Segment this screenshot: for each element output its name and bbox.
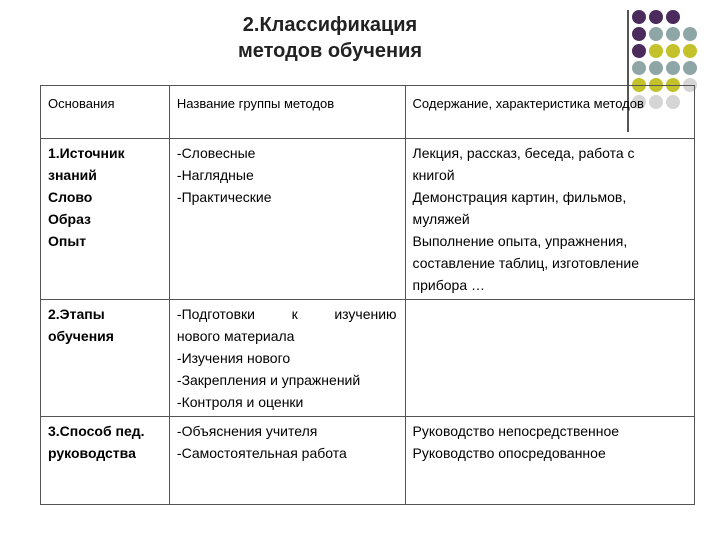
cell-line: -Подготовки к изучению [176, 306, 397, 322]
cell-line: Образ [48, 211, 92, 227]
cell-line: муляжей [412, 211, 470, 227]
cell-line: 2.Этапы [48, 306, 105, 322]
header-basis: Основания [41, 86, 170, 139]
cell-line: Слово [48, 189, 93, 205]
header-method-group: Название группы методов [169, 86, 405, 139]
table-row [41, 139, 695, 300]
cell-line: Лекция, рассказ, беседа, работа с [412, 145, 635, 161]
decorative-dot [649, 61, 663, 75]
cell-line: Демонстрация картин, фильмов, [412, 189, 627, 205]
decorative-dot [683, 27, 697, 41]
row3-groups [169, 417, 405, 505]
header-content: Содержание, характеристика методов [405, 86, 694, 139]
cell-line: Руководство опосредованное [412, 445, 606, 461]
cell-line: 3.Способ пед. [48, 423, 145, 439]
decorative-dot [666, 44, 680, 58]
cell-line: -Закрепления и упражнений [176, 372, 361, 388]
slide-title [150, 12, 510, 64]
cell-line: знаний [48, 167, 97, 183]
decorative-dot [649, 27, 663, 41]
row2-groups [169, 300, 405, 417]
decorative-dot [632, 10, 646, 24]
decorative-dot [649, 10, 663, 24]
cell-line: -Изучения нового [176, 350, 291, 366]
row1-basis [41, 139, 170, 300]
cell-line: Опыт [48, 233, 87, 249]
decorative-dot [632, 27, 646, 41]
decorative-dot [683, 44, 697, 58]
title-line-2: методов обучения [237, 40, 423, 62]
cell-line: нового материала [176, 328, 295, 344]
table-row [41, 417, 695, 505]
decorative-dot [632, 61, 646, 75]
decorative-dot [666, 27, 680, 41]
row1-groups [169, 139, 405, 300]
cell-line: руководства [48, 445, 136, 461]
cell-line: Руководство непосредственное [412, 423, 620, 439]
row1-content [405, 139, 694, 300]
row2-basis [41, 300, 170, 417]
table-header-row [41, 86, 695, 139]
cell-line: -Объяснения учителя [176, 423, 318, 439]
cell-line: -Словесные [176, 145, 256, 161]
cell-line: составление таблиц, изготовление [412, 255, 640, 271]
decorative-dot [666, 61, 680, 75]
cell-line: Выполнение опыта, упражнения, [412, 233, 628, 249]
row3-content [405, 417, 694, 505]
table-row [41, 300, 695, 417]
row2-content [405, 300, 694, 417]
cell-line: книгой [412, 167, 455, 183]
cell-line: -Самостоятельная работа [176, 445, 347, 461]
decorative-dot [666, 10, 680, 24]
cell-line: -Наглядные [176, 167, 254, 183]
decorative-dot [683, 61, 697, 75]
cell-line: обучения [48, 328, 114, 344]
cell-line: -Практические [176, 189, 272, 205]
decorative-dot [632, 44, 646, 58]
cell-line: прибора … [412, 277, 486, 293]
title-line-1: 2.Классификация [242, 14, 418, 36]
row3-basis [41, 417, 170, 505]
cell-line: -Контроля и оценки [176, 394, 304, 410]
cell-line: 1.Источник [48, 145, 125, 161]
decorative-dot [649, 44, 663, 58]
classification-table [40, 85, 695, 505]
